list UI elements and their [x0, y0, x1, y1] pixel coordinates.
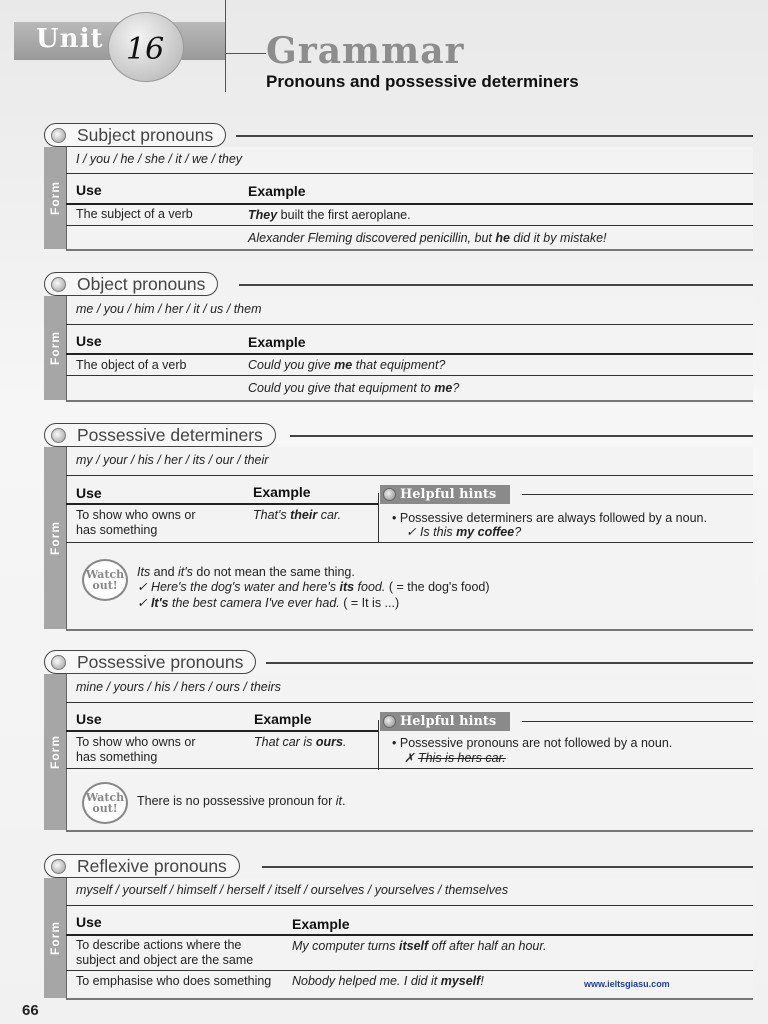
heading-rule — [262, 866, 753, 868]
example-cell — [254, 735, 346, 750]
example-text: . — [342, 735, 347, 749]
example-bold: itself — [398, 939, 429, 953]
section-heading-label: Subject pronouns — [77, 125, 214, 145]
hints-divider — [378, 720, 379, 770]
section-heading — [44, 272, 218, 296]
example-bold: he — [495, 231, 510, 245]
use-header: Use — [76, 333, 102, 349]
hint-body: Possessive determiners are always followed by a noun. — [399, 511, 707, 525]
bullet-icon — [383, 488, 396, 501]
example-text: car. — [317, 508, 342, 522]
bullet-icon — [51, 859, 66, 874]
check-icon: ✓ — [137, 596, 151, 610]
example-bold: their — [290, 508, 318, 522]
divider — [66, 225, 753, 226]
use-text: has something — [76, 523, 158, 537]
form-text: myself / yourself / himself / herself / itself / ourselves / yourselves / themselves — [76, 883, 509, 897]
header-rule — [226, 53, 266, 54]
section-possessive-determiners — [44, 423, 753, 633]
example-bold: me — [334, 358, 353, 372]
use-text: subject and object are the same — [76, 953, 254, 967]
use-text: To describe actions where the — [76, 938, 242, 952]
example-bold: myself — [440, 974, 481, 988]
form-tab-label: Form — [48, 331, 62, 365]
bullet-icon — [51, 428, 66, 443]
watch-out-line — [137, 580, 490, 595]
hint-text — [392, 736, 672, 751]
form-tab — [44, 147, 66, 249]
section-heading-label: Possessive determiners — [77, 425, 263, 445]
example-header: Example — [248, 183, 306, 199]
section-heading-label: Possessive pronouns — [77, 652, 244, 672]
section-heading-label: Object pronouns — [77, 274, 206, 294]
example-cell — [248, 381, 459, 396]
example-text: Could you give — [248, 358, 335, 372]
divider — [66, 934, 753, 936]
use-text: has something — [76, 750, 158, 764]
hint-example-bold: my coffee — [456, 525, 515, 539]
website-link[interactable]: www.ieltsgiasu.com — [584, 979, 670, 989]
divider — [66, 730, 378, 732]
watch-out-text: Watch — [85, 568, 125, 581]
form-tab — [44, 878, 66, 998]
section-heading — [44, 650, 256, 674]
watch-text: the best camera I've ever had. — [168, 596, 340, 610]
example-text: That's — [253, 508, 291, 522]
use-cell — [76, 735, 196, 765]
example-text: That car is — [254, 735, 316, 749]
watch-out-text: Watch — [85, 791, 125, 804]
watch-text: it — [335, 794, 342, 808]
example-cell — [248, 231, 607, 246]
form-tab-label: Form — [48, 521, 62, 555]
form-tab-label: Form — [48, 181, 62, 215]
unit-label: Unit — [36, 24, 104, 54]
check-icon: ✓ — [406, 525, 417, 539]
divider — [66, 375, 753, 376]
watch-out-line — [137, 565, 355, 580]
hints-divider — [378, 493, 379, 543]
header-divider — [225, 0, 226, 92]
watch-bold: its — [339, 580, 355, 594]
watch-text: Its — [137, 565, 151, 579]
form-text: I / you / he / she / it / we / they — [76, 152, 243, 166]
form-tab-label: Form — [48, 735, 62, 769]
form-tab — [44, 296, 66, 400]
watch-text: ( = the dog's food) — [385, 580, 490, 594]
use-cell — [76, 938, 253, 968]
bullet-icon — [51, 277, 66, 292]
use-text: To show who owns or — [76, 508, 196, 522]
section-possessive-pronouns — [44, 650, 753, 834]
example-text: Nobody helped me. I did it — [292, 974, 441, 988]
example-cell — [292, 974, 484, 989]
hint-body: Possessive pronouns are not followed by a noun. — [399, 736, 673, 750]
form-tab — [44, 674, 66, 830]
hint-example-text: ? — [514, 525, 522, 539]
watch-out-icon — [82, 782, 128, 824]
divider — [66, 905, 753, 906]
watch-text: food. — [354, 580, 386, 594]
form-text: me / you / him / her / it / us / them — [76, 302, 262, 316]
heading-rule — [236, 135, 753, 137]
hint-example-text: This is hers car. — [417, 751, 506, 765]
example-text: Could you give that equipment to — [248, 381, 435, 395]
form-text: mine / yours / his / hers / ours / theirs — [76, 680, 281, 694]
use-header: Use — [76, 711, 102, 727]
use-header: Use — [76, 485, 102, 501]
example-text: did it by mistake! — [509, 231, 607, 245]
heading-rule — [266, 662, 753, 664]
watch-out-text: out! — [92, 802, 118, 815]
example-text: My computer turns — [292, 939, 399, 953]
divider — [66, 173, 753, 174]
hint-example-text: Is this — [416, 525, 457, 539]
watch-text: There is no possessive pronoun for — [137, 794, 336, 808]
example-bold: They — [248, 208, 278, 222]
page-title: Grammar — [266, 30, 465, 72]
hint-example — [406, 525, 521, 540]
bullet-icon — [51, 128, 66, 143]
section-subject-pronouns — [44, 123, 753, 253]
hint-label-text: Helpful hints — [400, 487, 497, 502]
section-heading-label: Reflexive pronouns — [77, 856, 227, 876]
watch-out-icon — [82, 559, 128, 601]
cross-icon: ✗ — [404, 751, 415, 765]
hint-example — [404, 751, 506, 766]
example-text: off after half an hour. — [428, 939, 547, 953]
example-header: Example — [248, 334, 306, 350]
watch-text: ( = It is ...) — [339, 596, 400, 610]
divider — [66, 475, 753, 476]
use-cell: To emphasise who does something — [76, 974, 272, 988]
use-header: Use — [76, 914, 102, 930]
example-text: ? — [452, 381, 460, 395]
divider — [66, 353, 753, 355]
example-header: Example — [253, 484, 311, 500]
watch-bold: It's — [150, 596, 169, 610]
example-header: Example — [292, 916, 350, 932]
example-text: built the first aeroplane. — [277, 208, 411, 222]
example-text: Alexander Fleming discovered penicillin, but — [248, 231, 496, 245]
example-bold: ours — [315, 735, 343, 749]
bullet-icon — [383, 715, 396, 728]
divider — [66, 702, 753, 703]
watch-text: do not mean the same thing. — [192, 565, 355, 579]
hint-label-text: Helpful hints — [400, 714, 497, 729]
hint-text — [392, 511, 707, 526]
use-text: To show who owns or — [76, 735, 196, 749]
watch-out-text: out! — [92, 579, 118, 592]
divider — [66, 503, 378, 505]
divider — [66, 970, 753, 971]
bullet-icon: • — [392, 736, 400, 750]
divider — [66, 542, 753, 543]
divider — [522, 494, 753, 495]
form-text: my / your / his / her / its / our / their — [76, 453, 269, 467]
section-heading — [44, 423, 276, 447]
example-cell — [248, 358, 445, 373]
example-text: that equipment? — [352, 358, 446, 372]
heading-rule — [290, 435, 753, 437]
form-tab-label: Form — [48, 921, 62, 955]
use-cell: The subject of a verb — [76, 207, 193, 221]
helpful-hints-label — [380, 712, 510, 731]
section-object-pronouns — [44, 272, 753, 404]
heading-rule — [239, 284, 753, 286]
example-cell — [253, 508, 341, 523]
divider — [66, 324, 753, 325]
example-cell — [292, 939, 547, 954]
helpful-hints-label — [380, 485, 510, 504]
bullet-icon: • — [392, 511, 400, 525]
watch-out-line — [137, 596, 399, 611]
example-bold: me — [434, 381, 453, 395]
form-tab — [44, 447, 66, 629]
example-header: Example — [254, 711, 312, 727]
watch-text: . — [341, 794, 346, 808]
divider — [66, 768, 753, 769]
example-text: ! — [480, 974, 484, 988]
divider — [522, 721, 753, 722]
use-cell — [76, 508, 196, 538]
section-heading — [44, 854, 240, 878]
example-cell — [248, 208, 411, 223]
use-cell: The object of a verb — [76, 358, 187, 372]
watch-out-line — [137, 794, 345, 809]
watch-text: it's — [178, 565, 193, 579]
watch-text: ✓ Here's the dog's water and here's — [137, 580, 340, 594]
page-subtitle: Pronouns and possessive determiners — [266, 72, 579, 91]
unit-number: 16 — [126, 32, 165, 67]
use-header: Use — [76, 182, 102, 198]
divider — [66, 203, 753, 205]
section-heading — [44, 123, 226, 147]
page-number: 66 — [22, 1002, 39, 1019]
bullet-icon — [51, 655, 66, 670]
watch-text: and — [150, 565, 179, 579]
